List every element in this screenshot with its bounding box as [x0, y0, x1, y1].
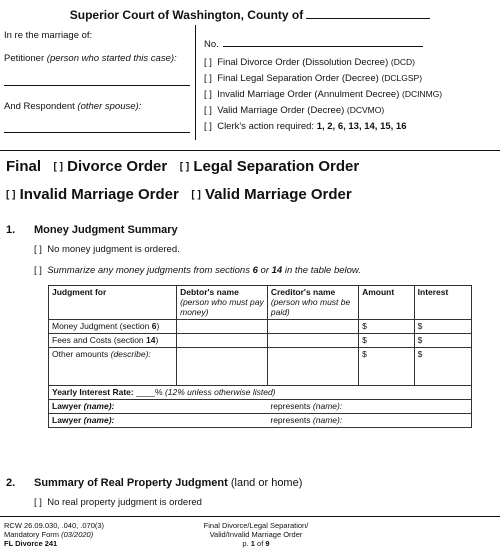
creditor-cell[interactable] — [267, 334, 358, 348]
respondent-field[interactable] — [4, 132, 190, 133]
in-re-label: In re the marriage of: — [4, 30, 93, 41]
footer-rule — [0, 516, 500, 517]
row-label: Fees and Costs (section 14) — [49, 334, 177, 348]
interest-rate-row — [49, 386, 472, 400]
title-checkbox-divorce[interactable]: [ ] — [53, 161, 63, 173]
table-row — [49, 334, 472, 348]
no-real-property-option[interactable]: [ ] No real property judgment is ordered — [34, 497, 202, 508]
caption-parties — [4, 25, 196, 140]
option-invalid-marriage[interactable]: [ ] Invalid Marriage Order (Annulment Decree) (DCINMG) — [204, 89, 443, 100]
interest-cell[interactable]: $ — [414, 320, 471, 334]
lawyer-row — [49, 400, 472, 414]
represents-cell[interactable]: represents (name): — [267, 414, 471, 428]
lawyer-cell[interactable]: Lawyer (name): — [49, 414, 268, 428]
debtor-cell[interactable] — [177, 334, 268, 348]
option-valid-marriage[interactable]: [ ] Valid Marriage Order (Decree) (DCVMO) — [204, 105, 385, 116]
option-final-divorce[interactable]: [ ] Final Divorce Order (Dissolution Decree) (DCD) — [204, 57, 415, 68]
page-number: p. 1 of 9 — [242, 539, 270, 548]
row-label: Money Judgment (section 6) — [49, 320, 177, 334]
no-money-judgment-option[interactable]: [ ] No money judgment is ordered. — [34, 244, 180, 255]
section1-number: 1. — [6, 224, 16, 236]
table-row — [49, 348, 472, 386]
footer-left: RCW 26.09.030, .040, .070(3) Mandatory Form (03/2020) FL Divorce 241 — [4, 521, 105, 548]
case-number: No. — [204, 37, 423, 50]
title-checkbox-legal-separation[interactable]: [ ] — [179, 161, 190, 173]
header-amount: Amount — [359, 286, 415, 320]
lawyer-cell[interactable]: Lawyer (name): — [49, 400, 268, 414]
creditor-cell[interactable] — [267, 348, 358, 386]
lawyer-row — [49, 414, 472, 428]
petitioner-field[interactable] — [4, 85, 190, 86]
clerk-action[interactable]: [ ] Clerk's action required: 1, 2, 6, 13, 14, 15, 16 — [204, 121, 407, 132]
court-title: Superior Court of Washington, County of — [69, 8, 304, 22]
county-field[interactable] — [306, 8, 430, 19]
row-label: Other amounts (describe): — [49, 348, 177, 386]
table-header-row — [49, 286, 472, 320]
header-judgment-for: Judgment for — [49, 286, 177, 320]
title-checkbox-valid[interactable]: [ ] — [191, 189, 201, 201]
case-number-field[interactable] — [223, 37, 423, 47]
footer-middle: Final Divorce/Legal Separation/ Valid/Invalid Marriage Order p. 1 of 9 — [186, 521, 326, 548]
caption-divider — [195, 25, 196, 140]
interest-cell[interactable]: $ — [414, 334, 471, 348]
represents-cell[interactable]: represents (name): — [267, 400, 471, 414]
court-header — [0, 8, 500, 22]
option-legal-separation[interactable]: [ ] Final Legal Separation Order (Decree) (DCLGSP) — [204, 73, 423, 84]
table-row — [49, 320, 472, 334]
title-checkbox-invalid[interactable]: [ ] — [6, 189, 16, 201]
order-title-line1: Final [ ] Divorce Order [ ] Legal Separation Order — [6, 158, 360, 175]
section2-number: 2. — [6, 477, 16, 489]
amount-cell[interactable]: $ — [359, 320, 415, 334]
summarize-judgments-option[interactable]: [ ] Summarize any money judgments from sections 6 or 14 in the table below. — [34, 265, 361, 276]
order-title-line2: [ ] Invalid Marriage Order [ ] Valid Marriage Order — [6, 186, 352, 203]
money-judgment-table — [48, 285, 472, 428]
section2-title: Summary of Real Property Judgment (land or home) — [34, 477, 303, 489]
header-debtor: Debtor's name (person who must pay money) — [177, 286, 268, 320]
petitioner-label: Petitioner (person who started this case): — [4, 53, 177, 64]
interest-cell[interactable]: $ — [414, 348, 471, 386]
interest-rate-cell[interactable]: Yearly Interest Rate: ____% (12% unless otherwise listed) — [49, 386, 472, 400]
debtor-cell[interactable] — [177, 348, 268, 386]
section1-title: Money Judgment Summary — [34, 224, 178, 236]
creditor-cell[interactable] — [267, 320, 358, 334]
respondent-label: And Respondent (other spouse): — [4, 101, 142, 112]
caption-separator — [0, 150, 500, 151]
debtor-cell[interactable] — [177, 320, 268, 334]
header-interest: Interest — [414, 286, 471, 320]
amount-cell[interactable]: $ — [359, 348, 415, 386]
header-creditor: Creditor's name (person who must be paid) — [267, 286, 358, 320]
amount-cell[interactable]: $ — [359, 334, 415, 348]
